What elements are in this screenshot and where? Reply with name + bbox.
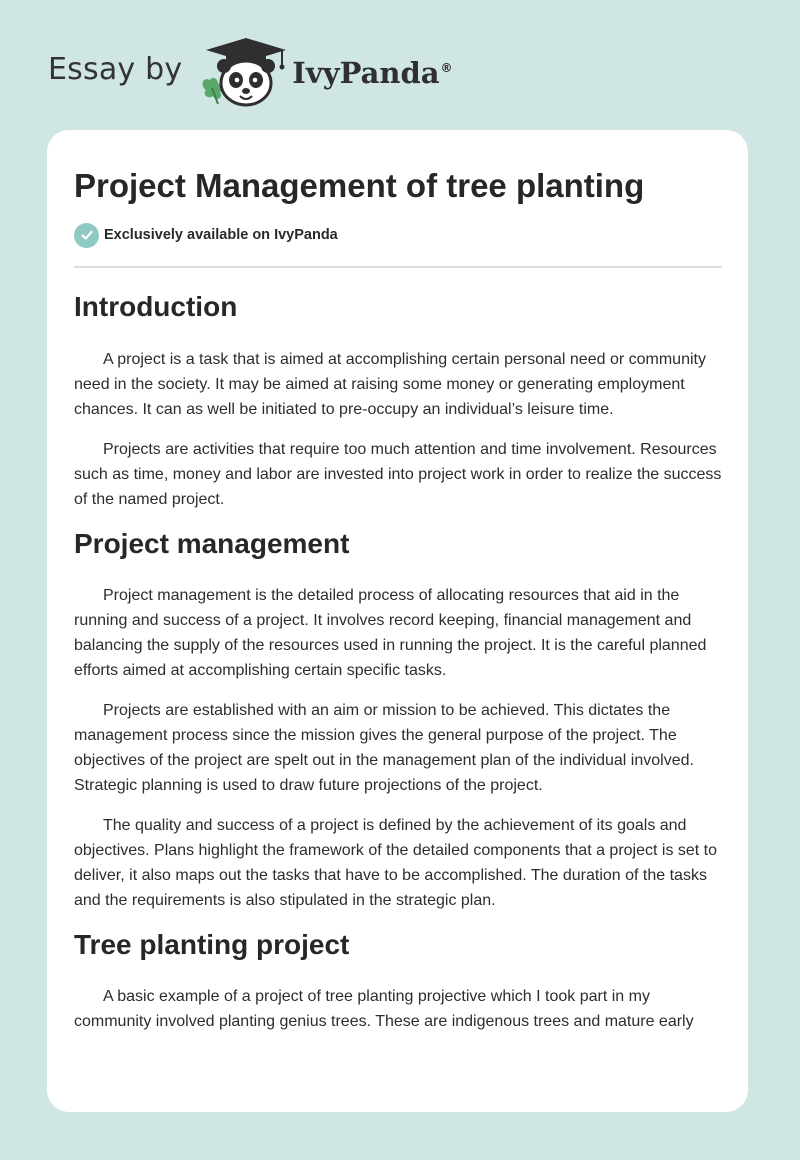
divider (74, 266, 722, 268)
essay-card (47, 130, 748, 1112)
checkmark-icon (74, 223, 99, 248)
page-title: Project Management of tree planting (74, 167, 645, 204)
panda-logo-icon (196, 36, 288, 108)
brand-prefix: Essay by (48, 51, 183, 87)
paragraph: Projects are activities that require too much attention and time involvement. Resources such as time, money and labor are invested into project work in order to realize the success of the named project. (74, 441, 722, 508)
exclusive-badge (74, 221, 722, 249)
brand-name: IvyPanda® (292, 56, 453, 90)
paragraph: A basic example of a project of tree planting projective which I took part in my community involved planting genius trees. These are indigenous trees and mature early (74, 988, 694, 1030)
section-heading-introduction: Introduction (74, 291, 238, 322)
paragraph: Projects are established with an aim or mission to be achieved. This dictates the management process since the mission gives the general purpose of the project. The objectives of the project are spelt out in the management plan of the individual involved. Strategic planning is used to draw future projections of the project. (74, 702, 694, 794)
badge-label: Exclusively available on IvyPanda (104, 227, 338, 243)
paragraph: The quality and success of a project is defined by the achievement of its goals and objectives. Plans highlight the framework of the detailed components that a project is set to deliver, it also maps out the tasks that have to be accomplished. The duration of the tasks and the requirements is also stipulated in the strategic plan. (74, 817, 718, 909)
paragraph: Project management is the detailed process of allocating resources that aid in the running and success of a project. It involves record keeping, financial management and balancing the supply of the resources used in running the project. It is the careful planned efforts aimed at accomplishing certain specific tasks. (74, 587, 707, 679)
brand-header (48, 36, 453, 108)
section-heading-tree-planting: Tree planting project (74, 929, 350, 960)
paragraph: A project is a task that is aimed at accomplishing certain personal need or community need in the society. It may be aimed at raising some money or generating employment chances. It can as well be initiated to pre-occupy an individual’s leisure time. (74, 351, 706, 418)
section-heading-project-management: Project management (74, 528, 350, 559)
